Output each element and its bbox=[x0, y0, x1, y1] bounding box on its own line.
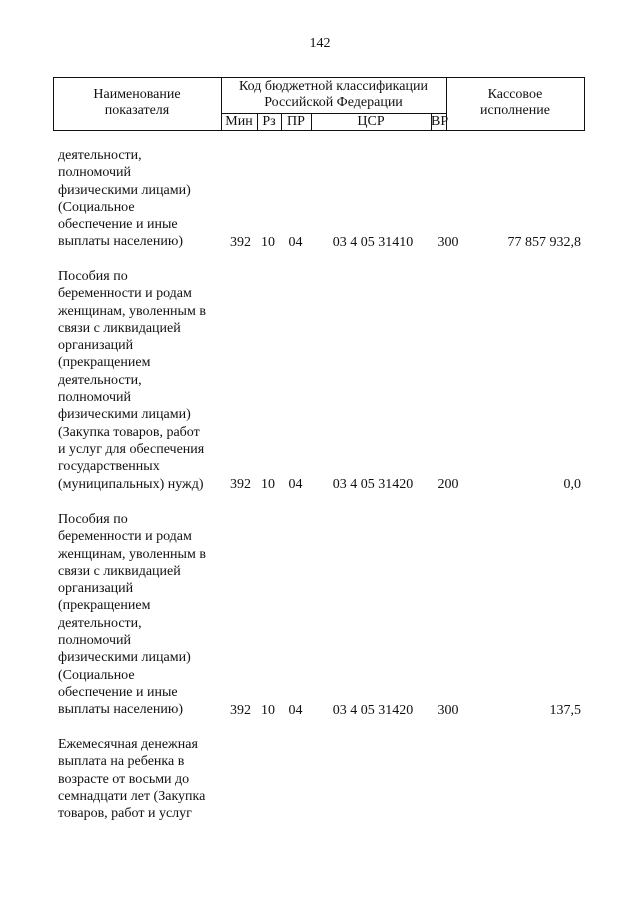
row-pr: 04 bbox=[288, 703, 303, 718]
header-name-column bbox=[53, 87, 221, 119]
header-execution-column bbox=[446, 87, 584, 119]
row-name-line: обеспечение и иные bbox=[58, 217, 178, 233]
row-name-line: полномочий bbox=[58, 633, 132, 649]
row-name-line: выплаты населению) bbox=[58, 702, 183, 718]
row-rz: 10 bbox=[261, 235, 275, 250]
row-csr: 03 4 05 31420 bbox=[332, 477, 414, 492]
row-name-line: обеспечение и иные bbox=[58, 684, 178, 700]
row-name-line: и услуг для обеспечения bbox=[58, 441, 205, 457]
row-name-line: физическими лицами) bbox=[58, 407, 191, 423]
header-execution-line: Кассовое bbox=[487, 87, 543, 102]
row-min: 392 bbox=[230, 477, 251, 492]
row-name-line: товаров, работ и услуг bbox=[58, 806, 192, 822]
row-vr: 300 bbox=[437, 703, 459, 718]
row-name bbox=[58, 268, 228, 493]
row-name-line: беременности и родам bbox=[58, 529, 192, 545]
row-name-line: (прекращением bbox=[58, 598, 151, 614]
header-execution-line: исполнение bbox=[480, 103, 550, 118]
row-vr: 200 bbox=[437, 477, 459, 492]
row-name-line: (Социальное bbox=[58, 199, 135, 215]
row-name-line: деятельности, bbox=[58, 615, 142, 631]
header-col-pr: ПР bbox=[287, 114, 305, 129]
header-name-line: показателя bbox=[104, 103, 170, 118]
row-name-line: (муниципальных) нужд) bbox=[58, 476, 204, 492]
row-name-line: возрасте от восьми до bbox=[58, 771, 190, 787]
header-col-vr: ВР bbox=[431, 114, 449, 129]
row-name-line: организаций bbox=[58, 338, 134, 354]
row-csr: 03 4 05 31420 bbox=[332, 703, 414, 718]
header-code-line: Код бюджетной классификации bbox=[239, 79, 428, 94]
row-name-line: деятельности, bbox=[58, 372, 142, 388]
row-sum: 0,0 bbox=[563, 477, 581, 492]
header-code-line: Российской Федерации bbox=[264, 95, 403, 110]
row-rz: 10 bbox=[261, 703, 275, 718]
row-name-line: беременности и родам bbox=[58, 286, 192, 302]
row-csr: 03 4 05 31410 bbox=[332, 235, 414, 250]
row-name-line: связи с ликвидацией bbox=[58, 563, 181, 579]
header-divider bbox=[584, 78, 585, 130]
row-name-line: деятельности, bbox=[58, 148, 142, 163]
row-name bbox=[58, 736, 228, 822]
row-name-line: физическими лицами) bbox=[58, 650, 191, 666]
row-name-line: организаций bbox=[58, 581, 134, 597]
row-name-line: выплаты населению) bbox=[58, 234, 183, 250]
row-name-line: полномочий bbox=[58, 390, 132, 406]
row-rz: 10 bbox=[261, 477, 275, 492]
row-pr: 04 bbox=[288, 477, 303, 492]
row-pr: 04 bbox=[288, 235, 303, 250]
page-number: 142 bbox=[309, 36, 331, 51]
row-name-line: (Социальное bbox=[58, 667, 135, 683]
row-name-line: семнадцати лет (Закупка bbox=[58, 788, 206, 804]
row-name-line: Ежемесячная денежная bbox=[58, 737, 198, 752]
row-sum: 77 857 932,8 bbox=[507, 235, 581, 250]
header-col-csr: ЦСР bbox=[357, 114, 385, 129]
row-name-line: выплата на ребенка в bbox=[58, 754, 185, 770]
row-name-line: Пособия по bbox=[58, 512, 128, 527]
row-name bbox=[58, 147, 228, 251]
row-name bbox=[58, 511, 228, 719]
row-name-line: (прекращением bbox=[58, 355, 151, 371]
row-min: 392 bbox=[230, 235, 251, 250]
header-col-rz: Рз bbox=[262, 114, 276, 129]
header-col-min: Мин bbox=[225, 114, 253, 129]
row-name-line: связи с ликвидацией bbox=[58, 320, 181, 336]
row-vr: 300 bbox=[437, 235, 459, 250]
header-code-group bbox=[221, 79, 446, 111]
row-name-line: Пособия по bbox=[58, 269, 128, 284]
row-name-line: (Закупка товаров, работ bbox=[58, 424, 200, 440]
row-min: 392 bbox=[230, 703, 251, 718]
header-name-line: Наименование bbox=[93, 87, 181, 102]
row-name-line: физическими лицами) bbox=[58, 182, 191, 198]
table-header bbox=[53, 77, 585, 131]
row-sum: 137,5 bbox=[549, 703, 581, 718]
row-name-line: женщинам, уволенным в bbox=[58, 303, 206, 319]
row-name-line: полномочий bbox=[58, 165, 132, 181]
row-name-line: государственных bbox=[58, 459, 160, 475]
row-name-line: женщинам, уволенным в bbox=[58, 546, 206, 562]
